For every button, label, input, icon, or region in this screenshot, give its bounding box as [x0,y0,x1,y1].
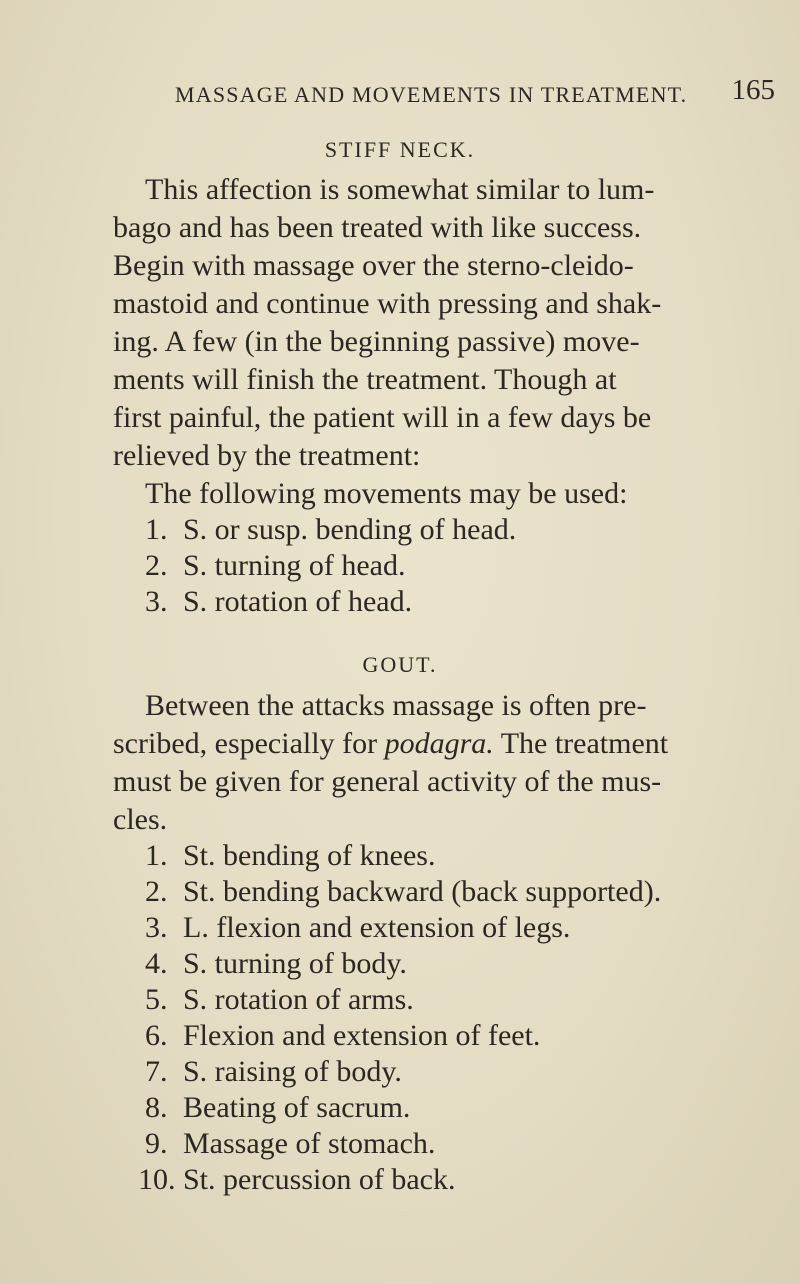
list-item-text: L. flexion and extension of legs. [183,911,571,944]
section-heading-gout: GOUT. [362,652,438,677]
list-item-text: Beating of sacrum. [183,1091,411,1124]
list-item-text: Flexion and extension of feet. [183,1019,541,1052]
list-item-text: St. bending backward (back supported). [183,875,662,908]
list-item-number: 9. [145,1127,168,1160]
list-item [145,548,405,584]
list-item-text: S. or susp. bending of head. [183,513,517,546]
paragraph-line: Begin with massage over the sterno-cleido- [113,249,634,282]
list-item [145,584,412,620]
list-item-text: S. turning of body. [183,947,407,980]
list-item-text: S. rotation of arms. [183,983,414,1016]
list-item [145,946,407,982]
list-item [145,1018,540,1054]
list-item-number: 7. [145,1055,168,1088]
paragraph-line: first painful, the patient will in a few days be [113,401,652,434]
list-item-text: St. percussion of back. [183,1163,456,1196]
running-head-title: MASSAGE AND MOVEMENTS IN TREATMENT. [175,82,688,107]
paragraph-line [113,726,668,762]
running-head [175,74,775,108]
paragraph-text: scribed, especially for [113,727,385,760]
list-item-number: 5. [145,983,168,1016]
list-item [145,512,516,548]
paragraph-line: cles. [113,803,168,836]
list-item-number: 1. [145,839,168,872]
list-item-number: 1. [145,513,168,546]
list-item-number: 2. [145,549,168,582]
movements-intro: The following movements may be used: [145,477,628,510]
list-item [145,910,570,946]
page-number: 165 [731,74,775,106]
paragraph-line: mastoid and continue with pressing and shak- [113,287,662,320]
paragraph-text: The treatment [493,727,669,760]
list-item-text: S. turning of head. [183,549,406,582]
list-item-number: 2. [145,875,168,908]
list-item [138,1162,455,1198]
paragraph-line: ing. A few (in the beginning passive) move- [113,325,640,358]
list-item [145,874,661,910]
list-item-number: 4. [145,947,168,980]
list-item-number: 6. [145,1019,168,1052]
list-item-text: St. bending of knees. [183,839,436,872]
list-item [145,1054,402,1090]
list-item [145,1090,410,1126]
list-item-number: 8. [145,1091,168,1124]
list-item-number: 3. [145,911,168,944]
section-heading-stiff-neck: STIFF NECK. [324,137,476,162]
paragraph-line: relieved by the treatment: [113,439,421,472]
list-item [145,1126,435,1162]
paragraph-line: This affection is somewhat similar to lum- [145,173,655,206]
italic-term: podagra. [384,727,494,760]
list-item [145,838,435,874]
paragraph-line: must be given for general activity of the mus- [113,765,662,798]
list-item-text: S. raising of body. [183,1055,402,1088]
list-item-number: 3. [145,585,168,618]
list-item-number: 10. [138,1163,176,1196]
list-item [145,982,414,1018]
paragraph-line: Between the attacks massage is often pre- [145,689,647,722]
paragraph-line: bago and has been treated with like success. [113,211,642,244]
list-item-text: S. rotation of head. [183,585,413,618]
list-item-text: Massage of stomach. [183,1127,436,1160]
paragraph-line: ments will finish the treatment. Though at [113,363,617,396]
